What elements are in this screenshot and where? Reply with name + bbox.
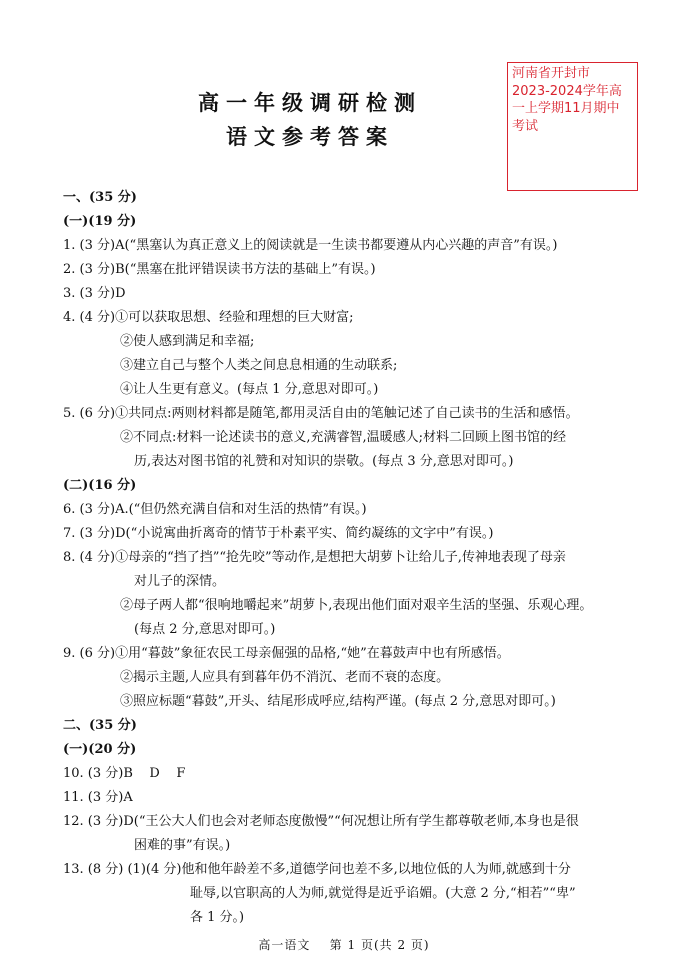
- subsection-heading: (一)(19 分): [63, 214, 137, 229]
- answer-line: 6. (3 分)A.(“但仍然充满自信和对生活的热情”有误。): [63, 502, 367, 517]
- answer-line: 2. (3 分)B(“黑塞在批评错误读书方法的基础上”有误。): [63, 262, 376, 277]
- answer-line: ②揭示主题,人应具有到暮年仍不消沉、老而不衰的态度。: [120, 670, 450, 685]
- answer-line: 11. (3 分)A: [63, 790, 133, 805]
- answer-key-body: [63, 186, 635, 930]
- stamp-line: 河南省开封市: [512, 66, 591, 81]
- answer-line: (每点 2 分,意思对即可。): [134, 622, 276, 637]
- stamp-line: 考试: [512, 118, 539, 134]
- answer-line: 3. (3 分)D: [63, 286, 126, 301]
- answer-line: ②不同点:材料一论述读书的意义,充满睿智,温暖感人;材料二回顾上图书馆的经: [120, 430, 567, 445]
- page-footer: 高一语文 第 1 页(共 2 页): [258, 938, 430, 952]
- answer-line: 1. (3 分)A(“黑塞认为真正意义上的阅读就是一生读书都要遵从内心兴趣的声音”有误。): [63, 238, 558, 253]
- subsection-heading: (一)(20 分): [63, 742, 137, 757]
- subsection-heading: (二)(16 分): [63, 478, 137, 493]
- answer-line: ③建立自己与整个人类之间息息相通的生动联系;: [120, 358, 398, 373]
- answer-line: ②母子两人都“很响地嚼起来”胡萝卜,表现出他们面对艰辛生活的坚强、乐观心理。: [120, 598, 593, 613]
- answer-line: 9. (6 分)①用“暮鼓”象征农民工母亲倔强的品格,“她”在暮鼓声中也有所感悟。: [63, 646, 510, 661]
- answer-line: 历,表达对图书馆的礼赞和对知识的崇敬。(每点 3 分,意思对即可。): [134, 454, 514, 469]
- answer-line: ③照应标题“暮鼓”,开头、结尾形成呼应,结构严谨。(每点 2 分,意思对即可。): [120, 694, 556, 709]
- stamp-line: 2023-2024学年高: [512, 83, 622, 99]
- answer-line: 10. (3 分)B D F: [63, 766, 186, 781]
- answer-line: 8. (4 分)①母亲的“挡了挡”“抢先咬”等动作,是想把大胡萝卜让给儿子,传神地表现了母亲: [63, 550, 566, 565]
- answer-line: 4. (4 分)①可以获取思想、经验和理想的巨大财富;: [63, 310, 354, 325]
- answer-line: 5. (6 分)①共同点:两则材料都是随笔,都用灵活自由的笔触记述了自己读书的生活和感悟。: [63, 406, 579, 421]
- stamp-line: 一上学期11月期中: [512, 101, 620, 116]
- answer-line: 12. (3 分)D(“王公大人们也会对老师态度傲慢”“何况想让所有学生都尊敬老师,本身也是很: [63, 814, 579, 829]
- section-heading: 二、(35 分): [63, 718, 137, 733]
- section-heading: 一、(35 分): [63, 190, 137, 205]
- answer-line: 困难的事”有误。): [134, 838, 231, 853]
- answer-line: 7. (3 分)D(“小说寓曲折离奇的情节于朴素平实、简约凝练的文字中”有误。): [63, 526, 494, 541]
- answer-line: 对儿子的深情。: [134, 574, 226, 589]
- page-title: 高一年级调研检测: [198, 90, 422, 115]
- answer-line: ②使人感到满足和幸福;: [120, 334, 255, 349]
- answer-line: 各 1 分。): [190, 910, 245, 925]
- answer-line: 13. (8 分) (1)(4 分)他和他年龄差不多,道德学问也差不多,以地位低的人为师,就感到十分: [63, 862, 571, 877]
- answer-line: 耻辱,以官职高的人为师,就觉得是近乎谄媚。(大意 2 分,“相若”“卑”: [190, 886, 576, 901]
- page-subtitle: 语文参考答案: [226, 124, 394, 149]
- answer-line: ④让人生更有意义。(每点 1 分,意思对即可。): [120, 382, 379, 397]
